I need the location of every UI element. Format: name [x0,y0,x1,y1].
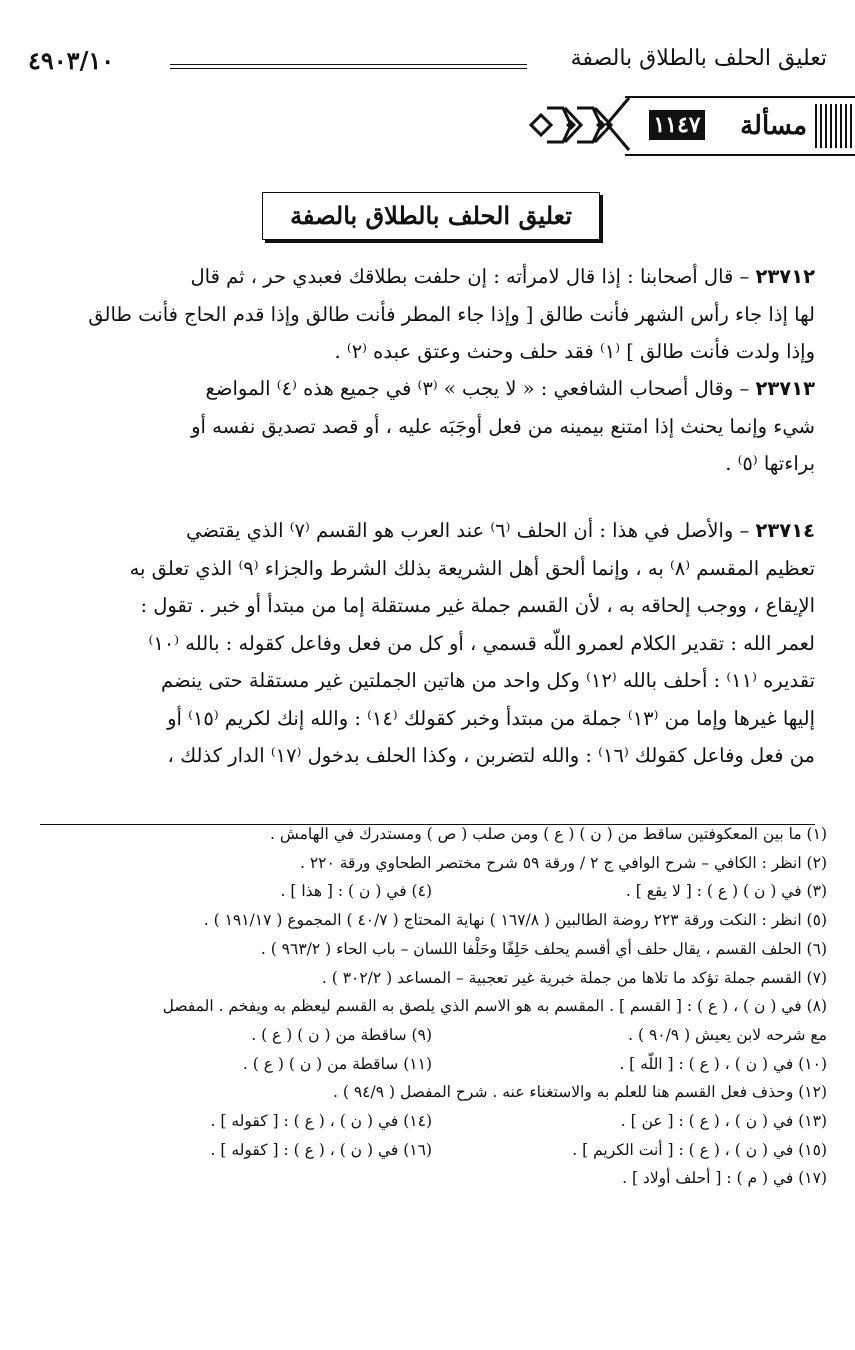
footnote-row [37,877,827,906]
paragraph-line: وإذا ولدت فأنت طالق ] ⁽١⁾ فقد حلف وحنث وعتق عبده ⁽٢⁾ . [334,340,815,363]
footnote-1: (١) ما بين المعكوفتين ساقط من ( ن ) ( ع ) ومن صلب ( ص ) ومستدرك في الهامش . [270,825,827,843]
paragraph-line: من فعل وفاعل كقولك ⁽١٦⁾ : والله لتضربن ، وكذا الحلف بدخول ⁽١٧⁾ الدار كذلك ، [167,744,815,767]
paragraph-line: تقديره ⁽١١⁾ : أحلف بالله ⁽١٢⁾ وكل واحد من هاتين الجملتين غير مستقلة حتى ينضم [161,669,815,692]
paragraph-line: لعمر الله : تقدير الكلام لعمرو اللّه قسمي ، أو كل من فعل وفاعل كقوله : بالله ⁽١٠⁾ [148,631,815,655]
footnote-12: (١٢) وحذف فعل القسم هنا للعلم به والاستغناء عنه . شرح المفصل ( ٩٤/٩ ) . [333,1083,827,1102]
header-rule [170,64,527,69]
paragraph-23713 [40,370,815,483]
line-text: – قال أصحابنا : إذا قال لامرأته : إن حلفت بطلاقك فعبدي حر ، ثم قال [190,265,750,288]
paragraph-line [40,512,815,550]
running-title: تعليق الحلف بالطلاق بالصفة [570,46,827,71]
footnote-2: (٢) انظر : الكافي – شرح الوافي ج ٢ / ورقة ٥٩ شرح مختصر الطحاوي ورقة ٢٢٠ . [299,853,827,872]
footnote-5: (٥) انظر : النكت ورقة ٢٢٣ روضة الطالبين ( ١٦٧/٨ ) نهاية المحتاج ( ٤٠/٧ ) المجموع ( ١٩١/١٧ ) . [203,911,827,930]
stripes-decoration [815,104,855,148]
footnote-9: (٩) ساقطة من ( ن ) ( ع ) . [251,1025,432,1044]
section-title: تعليق الحلف بالطلاق بالصفة [262,192,600,240]
paragraph-23712 [40,258,815,371]
paragraph-number: ٢٣٧١٣ [755,377,815,400]
page-reference: ٤٩٠٣/١٠ [28,46,115,75]
paragraph-23714 [40,512,815,775]
footnote-8-cont: مع شرحه لابن يعيش ( ٩٠/٩ ) . [628,1025,827,1044]
line-text: – وقال أصحاب الشافعي : « لا يجب » ⁽٣⁾ في جميع هذه ⁽٤⁾ المواضع [205,377,750,400]
masala-label: مسألة [740,111,807,141]
footnote-row [37,1136,827,1165]
footnote-8: (٨) في ( ن ) ، ( ع ) : [ القسم ] . المقسم به هو الاسم الذي يلصق به القسم ليعظم به ويفخم . المفصل [162,997,827,1016]
footnote-3: (٣) في ( ن ) ( ع ) : [ لا يقع ] . [625,882,827,901]
footnote-15: (١٥) في ( ن ) ، ( ع ) : [ أنت الكريم ] . [572,1140,827,1159]
footnote-10: (١٠) في ( ن ) ، ( ع ) : [ اللّه ] . [619,1054,827,1073]
footnote-4: (٤) في ( ن ) : [ هذا ] . [280,882,432,901]
footnote-17: (١٧) في ( م ) : [ أحلف أولاد ] . [622,1169,827,1188]
footnote-13: (١٣) في ( ن ) ، ( ع ) : [ عن ] . [620,1112,827,1131]
line-text: – والأصل في هذا : أن الحلف ⁽٦⁾ عند العرب هو القسم ⁽٧⁾ الذي يقتضي [186,519,750,542]
masala-banner [525,96,855,154]
footnote-6: (٦) الحلف القسم ، يقال حلف أي أقسم يحلف حَلِفًا وحَلْفا اللسان – باب الحاء ( ٩٦٣/٢ ) . [260,939,827,958]
footnote-row [37,1050,827,1079]
paragraph-line: شيء وإنما يحنث إذا امتنع بيمينه من فعل أوجَبَه عليه ، أو قصد تصديق نفسه أو [191,414,815,438]
paragraph-line [40,370,815,408]
footnotes [37,820,827,1193]
footnote-11: (١١) ساقطة من ( ن ) ( ع ) . [242,1054,432,1073]
paragraph-line [40,258,815,296]
masala-number: ١١٤٧ [649,110,705,140]
paragraph-number: ٢٣٧١٢ [755,265,815,288]
paragraph-line: براءتها ⁽٥⁾ . [725,452,815,475]
paragraph-line: تعظيم المقسم ⁽٨⁾ به ، وإنما ألحق أهل الشريعة بذلك الشرط والجزاء ⁽٩⁾ الذي تعلق به [129,556,815,580]
running-header [28,44,827,84]
paragraph-number: ٢٣٧١٤ [755,519,815,542]
footnote-row [37,1021,827,1050]
paragraph-line: إليها غيرها وإما من ⁽١٣⁾ جملة من مبتدأ وخبر كقولك ⁽١٤⁾ : والله إنك لكريم ⁽١٥⁾ أو [167,706,815,730]
paragraph-line: لها إذا جاء رأس الشهر فأنت طالق [ وإذا جاء المطر فأنت طالق وإذا قدم الحاج فأنت طالق [88,302,815,326]
footnote-7: (٧) القسم جملة تؤكد ما تلاها من جملة خبرية غير تعجبية – المساعد ( ٣٠٢/٢ ) . [321,968,827,987]
paragraph-line: الإيقاع ، ووجب إلحاقه به ، لأن القسم جملة غير مستقلة إما من مبتدأ أو خبر . تقول : [140,594,815,617]
masala-box [625,96,855,156]
footnote-14: (١٤) في ( ن ) ، ( ع ) : [ كقوله ] . [210,1112,432,1131]
footnote-16: (١٦) في ( ن ) ، ( ع ) : [ كقوله ] . [210,1140,432,1159]
footnote-row [37,1107,827,1136]
